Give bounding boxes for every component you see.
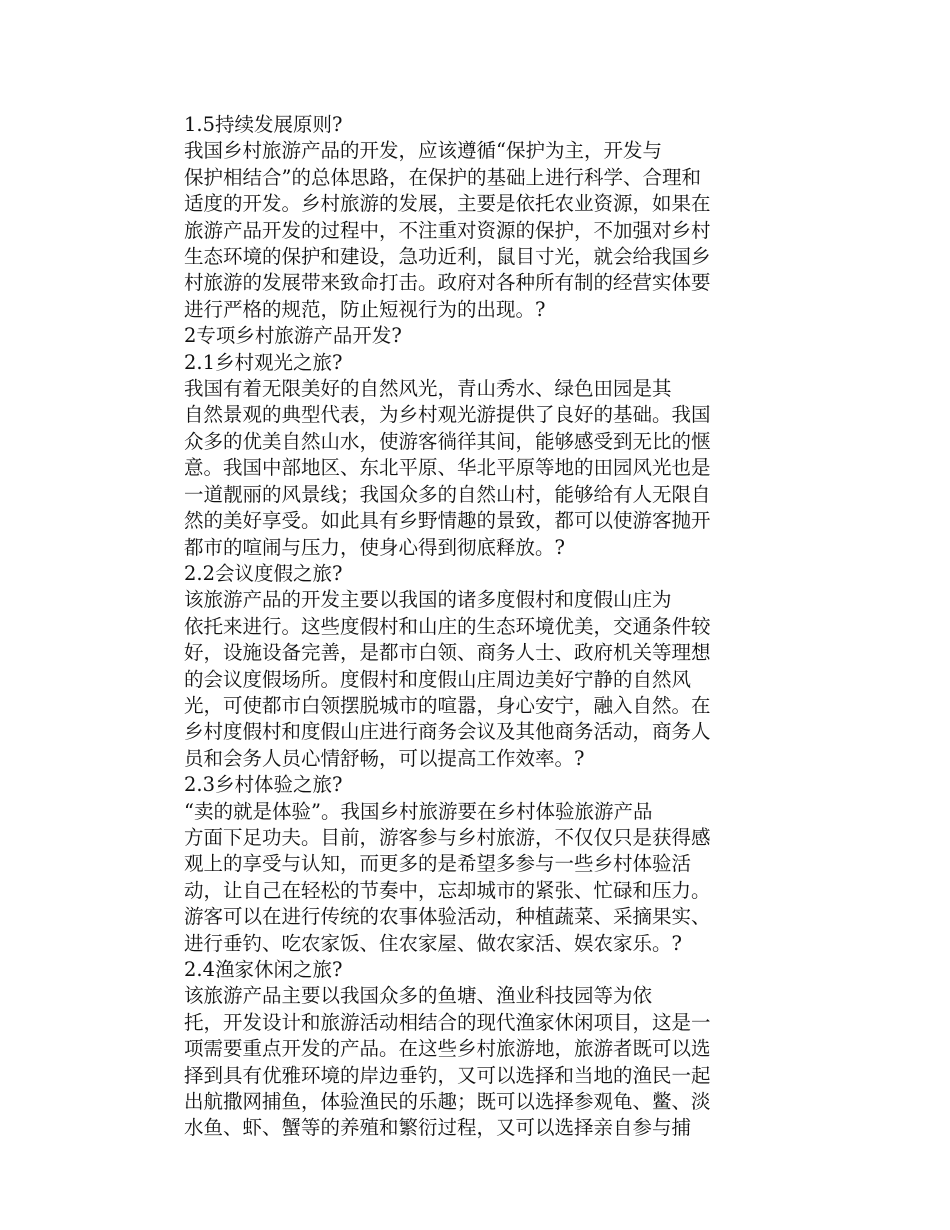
text-line: 好，设施设备完善，是都市白领、商务人士、政府机关等理想 [184,641,711,665]
section-heading: 2专项乡村旅游产品开发? [184,324,402,348]
text-line: 水鱼、虾、蟹等的养殖和繁衍过程，又可以选择亲自参与捕 [184,1116,692,1140]
text-line: 我国有着无限美好的自然风光，青山秀水、绿色田园是其 [184,377,672,401]
document-page [142,112,732,1142]
text-line: 该旅游产品的开发主要以我国的诸多度假村和度假山庄为 [184,588,672,612]
text-line: 都市的喧闹与压力，使身心得到彻底释放。? [184,535,565,559]
body-paragraph [142,587,732,772]
text-line: 动，让自己在轻松的节奏中，忘却城市的紧张、忙碌和压力。 [184,878,711,902]
text-line: 村旅游的发展带来致命打击。政府对各种所有制的经营实体要 [184,271,711,295]
text-line: 托，开发设计和旅游活动相结合的现代渔家休闲项目，这是一 [184,1010,711,1034]
section-heading: 2.1乡村观光之旅? [184,350,343,374]
text-line: 进行垂钓、吃农家饭、住农家屋、做农家活、娱农家乐。? [184,931,682,955]
text-line: 观上的享受与认知，而更多的是希望多参与一些乡村体验活 [184,852,692,876]
text-line: 依托来进行。这些度假村和山庄的生态环境优美，交通条件较 [184,614,711,638]
text-line: 自然景观的典型代表，为乡村观光游提供了良好的基础。我国 [184,403,711,427]
text-line: 生态环境的保护和建设，急功近利，鼠目寸光，就会给我国乡 [184,245,711,269]
text-line: 进行严格的规范，防止短视行为的出现。? [184,297,546,321]
body-paragraph [142,983,732,1141]
text-line: 项需要重点开发的产品。在这些乡村旅游地，旅游者既可以选 [184,1037,711,1061]
text-line: 的会议度假场所。度假村和度假山庄周边美好宁静的自然风 [184,667,692,691]
text-line: 意。我国中部地区、东北平原、华北平原等地的田园风光也是 [184,456,711,480]
text-line: 光，可使都市白领摆脱城市的喧嚣，身心安宁，融入自然。在 [184,693,711,717]
section-heading: 2.4渔家休闲之旅? [184,958,343,981]
body-paragraph [142,138,732,323]
text-line: 我国乡村旅游产品的开发，应该遵循“保护为主，开发与 [184,139,662,163]
text-line: 乡村度假村和度假山庄进行商务会议及其他商务活动，商务人 [184,720,711,744]
text-line: 保护相结合”的总体思路，在保护的基础上进行科学、合理和 [184,165,701,189]
section-heading: 2.3乡村体验之旅? [184,773,343,797]
text-line: “卖的就是体验”。我国乡村旅游要在乡村体验旅游产品 [184,799,653,823]
section-heading: 1.5持续发展原则? [184,113,343,136]
text-line: 方面下足功夫。目前，游客参与乡村旅游，不仅仅只是获得感 [184,825,711,849]
body-paragraph [142,799,732,957]
text-line: 众多的优美自然山水，使游客徜徉其间，能够感受到无比的惬 [184,429,711,453]
text-line: 适度的开发。乡村旅游的发展，主要是依托农业资源，如果在 [184,192,711,216]
text-line: 该旅游产品主要以我国众多的鱼塘、渔业科技园等为依 [184,984,653,1008]
text-line: 员和会务人员心情舒畅，可以提高工作效率。? [184,746,585,770]
text-line: 择到具有优雅环境的岸边垂钓，又可以选择和当地的渔民一起 [184,1063,711,1087]
text-line: 出航撒网捕鱼，体验渔民的乐趣；既可以选择参观龟、鳖、淡 [184,1090,711,1114]
text-line: 一道靓丽的风景线；我国众多的自然山村，能够给有人无限自 [184,482,711,506]
section-heading: 2.2会议度假之旅? [184,561,343,585]
body-paragraph [142,376,732,561]
text-line: 游客可以在进行传统的农事体验活动，种植蔬菜、采摘果实、 [184,905,711,929]
text-line: 然的美好享受。如此具有乡野情趣的景致，都可以使游客抛开 [184,509,711,533]
text-line: 旅游产品开发的过程中，不注重对资源的保护，不加强对乡村 [184,218,711,242]
